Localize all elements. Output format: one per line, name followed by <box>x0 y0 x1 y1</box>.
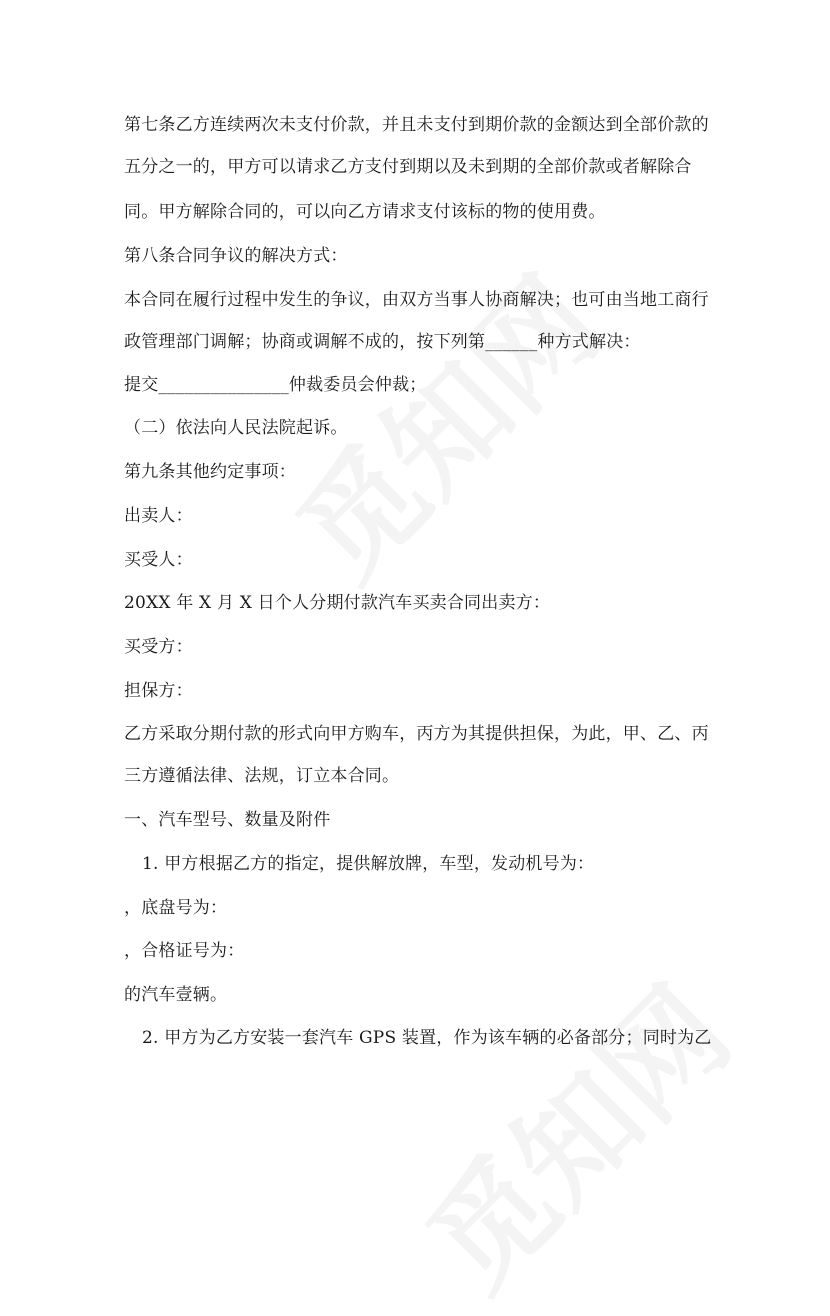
paragraph-line: 第八条合同争议的解决方式： <box>124 246 348 266</box>
paragraph-line: 担保方： <box>124 681 193 701</box>
watermark <box>410 970 749 1309</box>
paragraph-line: 三方遵循法律、法规，订立本合同。 <box>124 766 400 786</box>
paragraph-line: 买受方： <box>124 637 193 657</box>
paragraph-line: 第七条乙方连续两次未支付价款，并且未支付到期价款的金额达到全部价款的 <box>124 115 709 135</box>
paragraph-line: 买受人： <box>124 550 193 570</box>
paragraph-line: 政管理部门调解；协商或调解不成的，按下列第______种方式解决： <box>124 332 641 352</box>
paragraph-line: 乙方采取分期付款的形式向甲方购车，丙方为其提供担保，为此，甲、乙、丙 <box>124 724 709 744</box>
paragraph-line: 本合同在履行过程中发生的争议，由双方当事人协商解决；也可由当地工商行 <box>124 290 709 310</box>
paragraph-line: 1. 甲方根据乙方的指定，提供解放牌，车型，发动机号为： <box>142 854 595 874</box>
paragraph-line: 第九条其他约定事项： <box>124 462 296 482</box>
paragraph-line: （二）依法向人民法院起诉。 <box>124 418 348 438</box>
paragraph-line: ，底盘号为： <box>124 898 228 918</box>
paragraph-line: 2. 甲方为乙方安装一套汽车 GPS 装置，作为该车辆的必备部分；同时为乙 <box>142 1028 712 1048</box>
paragraph-line: 提交_______________仲裁委员会仲裁； <box>124 375 427 395</box>
paragraph-line: 一、汽车型号、数量及附件 <box>124 810 331 830</box>
paragraph-line: 20XX 年 X 月 X 日个人分期付款汽车买卖合同出卖方： <box>124 593 551 613</box>
paragraph-line: ，合格证号为： <box>124 941 245 961</box>
paragraph-line: 五分之一的，甲方可以请求乙方支付到期以及未到期的全部价款或者解除合 <box>124 157 692 177</box>
paragraph-line: 出卖人： <box>124 506 193 526</box>
paragraph-line: 同。甲方解除合同的，可以向乙方请求支付该标的物的使用费。 <box>124 202 606 222</box>
paragraph-line: 的汽车壹辆。 <box>124 985 228 1005</box>
